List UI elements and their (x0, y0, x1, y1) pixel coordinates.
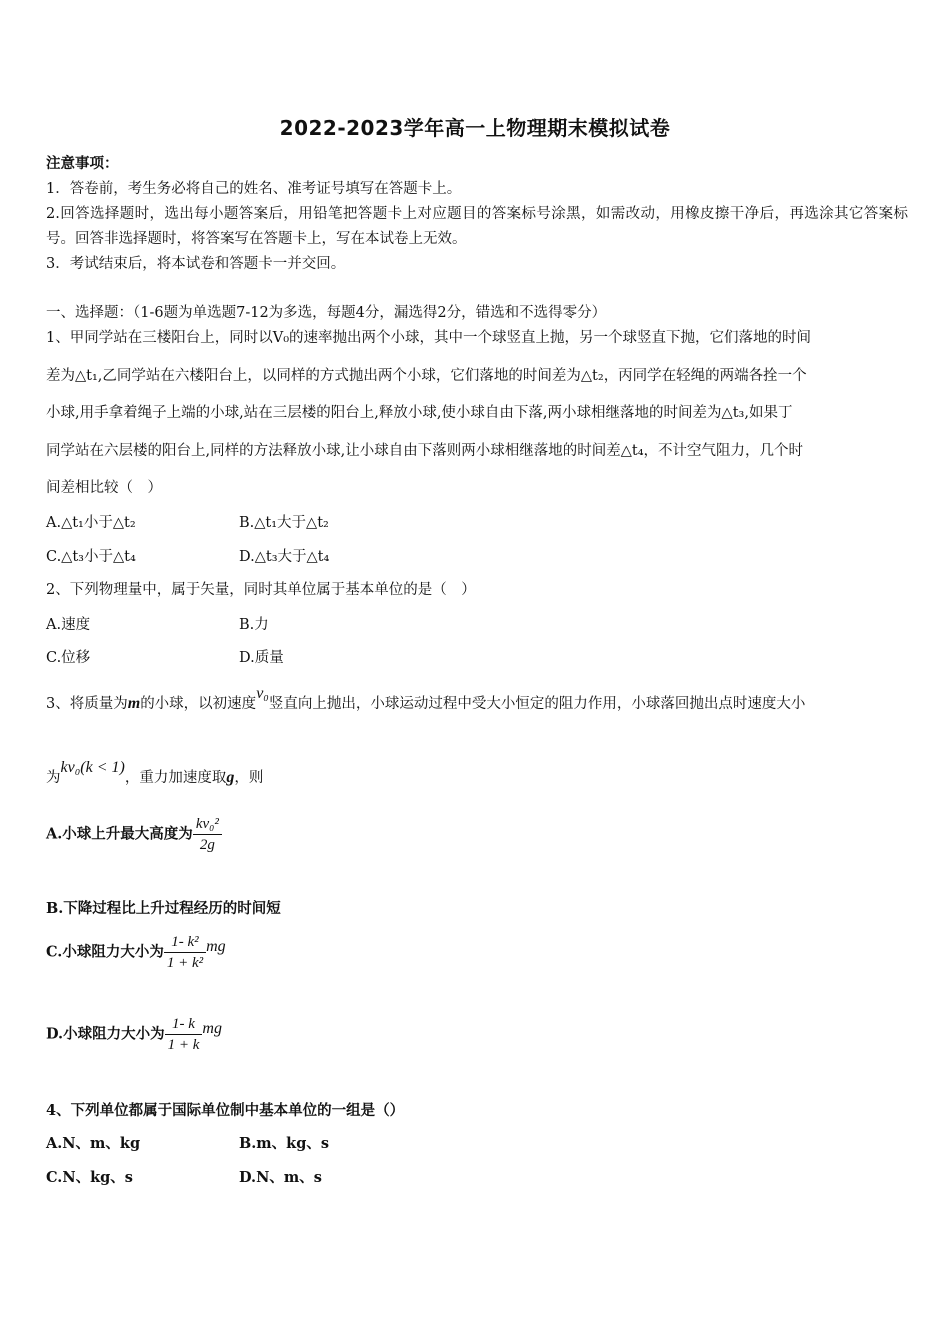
q3-mass-symbol: m (127, 695, 141, 712)
q1-line-5: 间差相比较（ ） (46, 480, 162, 496)
q3-stem-a: 3、将质量为 (46, 696, 128, 712)
fraction-numerator: 1- k² (164, 932, 206, 953)
q1-option-c: C.△t₃小于△t₄ (46, 549, 136, 565)
q3-stem-line-2 (46, 756, 264, 786)
q3-line2-c: ，则 (234, 770, 264, 786)
q3-option-c (46, 932, 226, 973)
q3-stem-c: 竖直向上抛出，小球运动过程中受大小恒定的阻力作用，小球落回抛出点时速度大小 (268, 696, 806, 712)
q3-g-symbol: g (226, 769, 235, 786)
q3-option-a-text: A.小球上升最大高度为 (46, 825, 193, 843)
q3-kv0-expression: kv₀(k < 1) (60, 759, 125, 776)
q3-option-a (46, 814, 222, 855)
q3-option-d-fraction (165, 1014, 203, 1055)
q3-stem-line-1 (46, 685, 806, 713)
q4-option-d: D.N、m、s (239, 1169, 322, 1186)
q2-option-d: D.质量 (239, 650, 284, 666)
notice-item-2: 2.回答选择题时，选出每小题答案后，用铅笔把答题卡上对应题目的答案标号涂黑，如需改动，用橡皮擦干净后，再选涂其它答案标号。回答非选择题时，将答案写在答题卡上，写在本试卷上无效。 (46, 206, 908, 247)
q4-option-c: C.N、kg、s (46, 1169, 133, 1186)
q3-option-c-text: C.小球阻力大小为 (46, 943, 164, 961)
q4-option-a: A.N、m、kg (46, 1135, 141, 1152)
q1-option-a: A.△t₁小于△t₂ (46, 515, 136, 531)
q1-line-2: 差为△t₁,乙同学站在六楼阳台上，以同样的方式抛出两个小球，它们落地的时间差为△t₂，丙同学在轻绳的两端各拴一个 (46, 368, 807, 384)
notice-heading: 注意事项： (46, 155, 119, 172)
q3-line2-a: 为 (46, 770, 61, 786)
section-heading: 一、选择题：（1-6题为单选题7-12为多选，每题4分，漏选得2分，错选和不选得零分） (46, 305, 607, 321)
fraction-numerator: kv₀² (193, 814, 222, 835)
q3-option-c-fraction (164, 932, 206, 973)
q3-option-c-mg: mg (206, 937, 226, 955)
q1-line-4: 同学站在六层楼的阳台上,同样的方法释放小球,让小球自由下落则两小球相继落地的时间差△t₄，不计空气阻力，几个时 (46, 443, 804, 459)
page-title: 2022-2023学年高一上物理期末模拟试卷 (279, 116, 671, 140)
q3-option-a-fraction (193, 814, 222, 855)
q2-option-b: B.力 (239, 617, 269, 633)
fraction-denominator: 1 + k (167, 1037, 200, 1053)
q2-option-a: A.速度 (46, 617, 91, 633)
q3-v0-symbol: v₀ (256, 685, 269, 702)
q3-stem-b: 的小球，以初速度 (140, 696, 257, 712)
q3-option-b: B.下降过程比上升过程经历的时间短 (46, 900, 281, 917)
notice-item-1: 1．答卷前，考生务必将自己的姓名、准考证号填写在答题卡上。 (46, 181, 462, 197)
q1-option-b: B.△t₁大于△t₂ (239, 515, 329, 531)
q2-stem: 2、下列物理量中，属于矢量，同时其单位属于基本单位的是（ ） (46, 582, 476, 598)
q3-option-d-mg: mg (202, 1019, 222, 1037)
q1-option-d: D.△t₃大于△t₄ (239, 549, 330, 565)
q4-option-b: B.m、kg、s (239, 1135, 329, 1152)
q3-option-d-text: D.小球阻力大小为 (46, 1025, 165, 1043)
fraction-denominator: 2g (199, 837, 215, 853)
q4-stem: 4、下列单位都属于国际单位制中基本单位的一组是（） (46, 1102, 405, 1119)
q3-line2-b: ，重力加速度取 (124, 770, 227, 786)
fraction-denominator: 1 + k² (166, 955, 204, 971)
q3-option-d (46, 1014, 222, 1055)
fraction-numerator: 1- k (165, 1014, 203, 1035)
q1-line-3: 小球,用手拿着绳子上端的小球,站在三层楼的阳台上,释放小球,使小球自由下落,两小球相继落地的时间差为△t₃,如果丁 (46, 405, 793, 421)
q2-option-c: C.位移 (46, 650, 91, 666)
notice-item-3: 3．考试结束后，将本试卷和答题卡一并交回。 (46, 256, 346, 272)
q1-line-1: 1、甲同学站在三楼阳台上，同时以V₀的速率抛出两个小球，其中一个球竖直上抛，另一个球竖直下抛，它们落地的时间 (46, 330, 812, 346)
